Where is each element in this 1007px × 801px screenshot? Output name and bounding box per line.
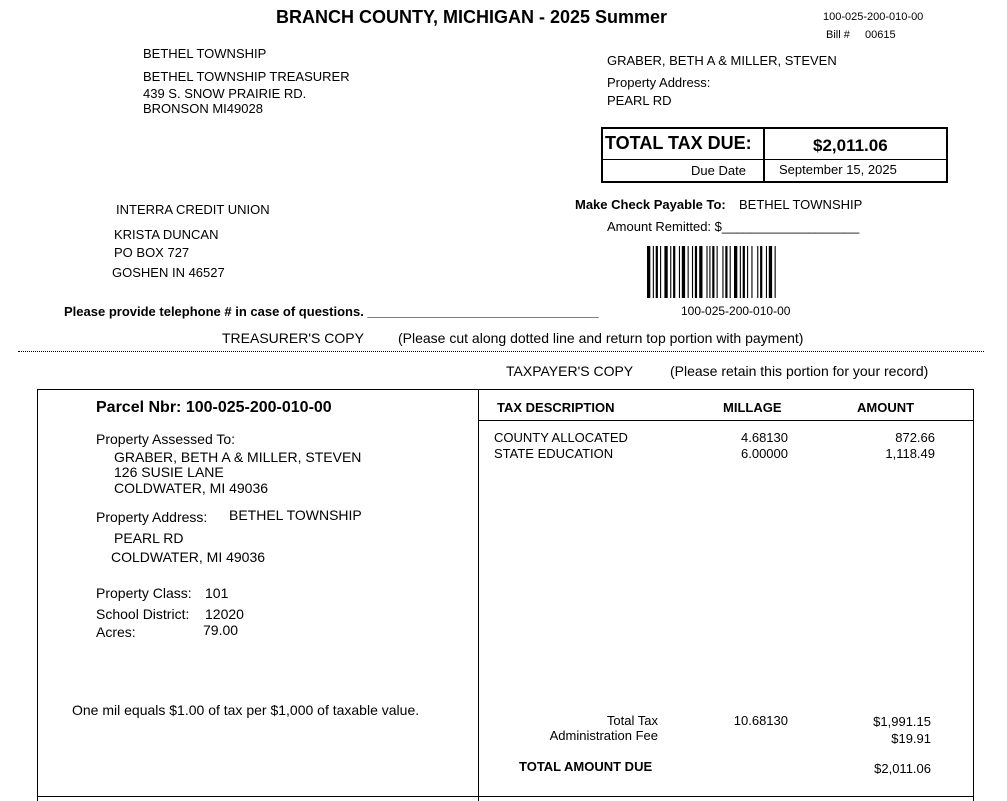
table-header-border (478, 420, 973, 421)
assessed-name: GRABER, BETH A & MILLER, STEVEN (114, 449, 362, 465)
mailing-line-3: PO BOX 727 (114, 245, 190, 260)
property-address-street: PEARL RD (114, 530, 184, 546)
assessed-city: COLDWATER, MI 49036 (114, 480, 269, 496)
property-class-label: Property Class: (96, 585, 192, 601)
parcel-number-top: 100-025-200-010-00 (823, 11, 924, 23)
total-amount-due: $2,011.06 (874, 761, 931, 776)
owner-name-top: GRABER, BETH A & MILLER, STEVEN (607, 53, 837, 68)
admin-fee-amount: $19.91 (891, 731, 931, 746)
assessed-label: Property Assessed To: (96, 431, 236, 447)
row-millage: 4.68130 (741, 430, 788, 445)
mailing-line-2: KRISTA DUNCAN (114, 227, 219, 242)
col-header-millage: MILLAGE (723, 400, 782, 415)
section-middle-border (478, 389, 479, 801)
row-description: COUNTY ALLOCATED (494, 430, 628, 445)
mailing-line-1: INTERRA CREDIT UNION (116, 202, 270, 217)
total-tax-due-box (601, 127, 948, 183)
bill-number-label: Bill # (826, 29, 850, 41)
due-date: September 15, 2025 (779, 162, 897, 177)
amount-remitted-field[interactable]: Amount Remitted: $___________________ (607, 219, 860, 234)
school-district-value: 12020 (205, 606, 244, 622)
col-header-description: TAX DESCRIPTION (497, 400, 615, 415)
admin-fee-label: Administration Fee (549, 728, 658, 743)
total-tax-due-label: TOTAL TAX DUE: (605, 133, 752, 153)
total-amount-due-label: TOTAL AMOUNT DUE (519, 759, 653, 774)
section-left-border (37, 389, 38, 801)
property-address-label: Property Address: (96, 509, 208, 525)
total-tax-due-amount: $2,011.06 (813, 136, 888, 155)
property-address-city: COLDWATER, MI 49036 (111, 549, 266, 565)
property-address-label-top: Property Address: (607, 75, 711, 90)
treasurer-line-2: BETHEL TOWNSHIP TREASURER (143, 69, 350, 84)
bill-title: BRANCH COUNTY, MICHIGAN - 2025 Summer (276, 7, 668, 27)
total-tax-amount: $1,991.15 (873, 714, 931, 729)
treasurer-line-4: BRONSON MI49028 (143, 101, 263, 116)
treasurer-line-1: BETHEL TOWNSHIP (143, 46, 267, 61)
row-amount: 872.66 (895, 430, 935, 445)
cut-line (18, 351, 984, 352)
barcode-text: 100-025-200-010-00 (681, 304, 791, 318)
acres-label: Acres: (96, 624, 136, 640)
acres-value: 79.00 (203, 622, 239, 638)
total-tax-millage: 10.68130 (733, 713, 788, 728)
treasurer-line-3: 439 S. SNOW PRAIRIE RD. (143, 86, 307, 101)
assessed-street: 126 SUSIE LANE (114, 464, 224, 480)
property-address-township: BETHEL TOWNSHIP (229, 507, 362, 523)
barcode-image (647, 246, 819, 298)
total-tax-label: Total Tax (606, 713, 658, 728)
col-header-amount: AMOUNT (857, 400, 915, 415)
row-amount: 1,118.49 (885, 446, 935, 461)
treasurer-copy-note: (Please cut along dotted line and return top portion with payment) (398, 330, 804, 346)
row-millage: 6.00000 (741, 446, 788, 461)
payable-to: BETHEL TOWNSHIP (739, 197, 863, 212)
section-right-border (973, 389, 974, 801)
section-top-border (37, 389, 974, 390)
payable-label: Make Check Payable To: (575, 197, 726, 212)
taxpayer-copy-label: TAXPAYER'S COPY (506, 363, 634, 379)
property-class-value: 101 (205, 585, 229, 601)
taxpayer-copy-note: (Please retain this portion for your record) (670, 363, 929, 379)
property-address-top: PEARL RD (607, 93, 672, 108)
parcel-title: Parcel Nbr: 100-025-200-010-00 (96, 399, 332, 416)
section-bottom-border (37, 796, 974, 797)
box-divider-vertical (763, 129, 765, 181)
mailing-line-4: GOSHEN IN 46527 (112, 265, 225, 280)
school-district-label: School District: (96, 606, 190, 622)
bill-number: 00615 (865, 29, 896, 41)
box-divider-horizontal (603, 159, 946, 160)
mil-note: One mil equals $1.00 of tax per $1,000 of taxable value. (72, 702, 420, 718)
phone-prompt: Please provide telephone # in case of questions. ________________________________ (64, 304, 599, 319)
treasurer-copy-label: TREASURER'S COPY (222, 330, 364, 346)
row-description: STATE EDUCATION (494, 446, 614, 461)
due-date-label: Due Date (691, 163, 746, 178)
